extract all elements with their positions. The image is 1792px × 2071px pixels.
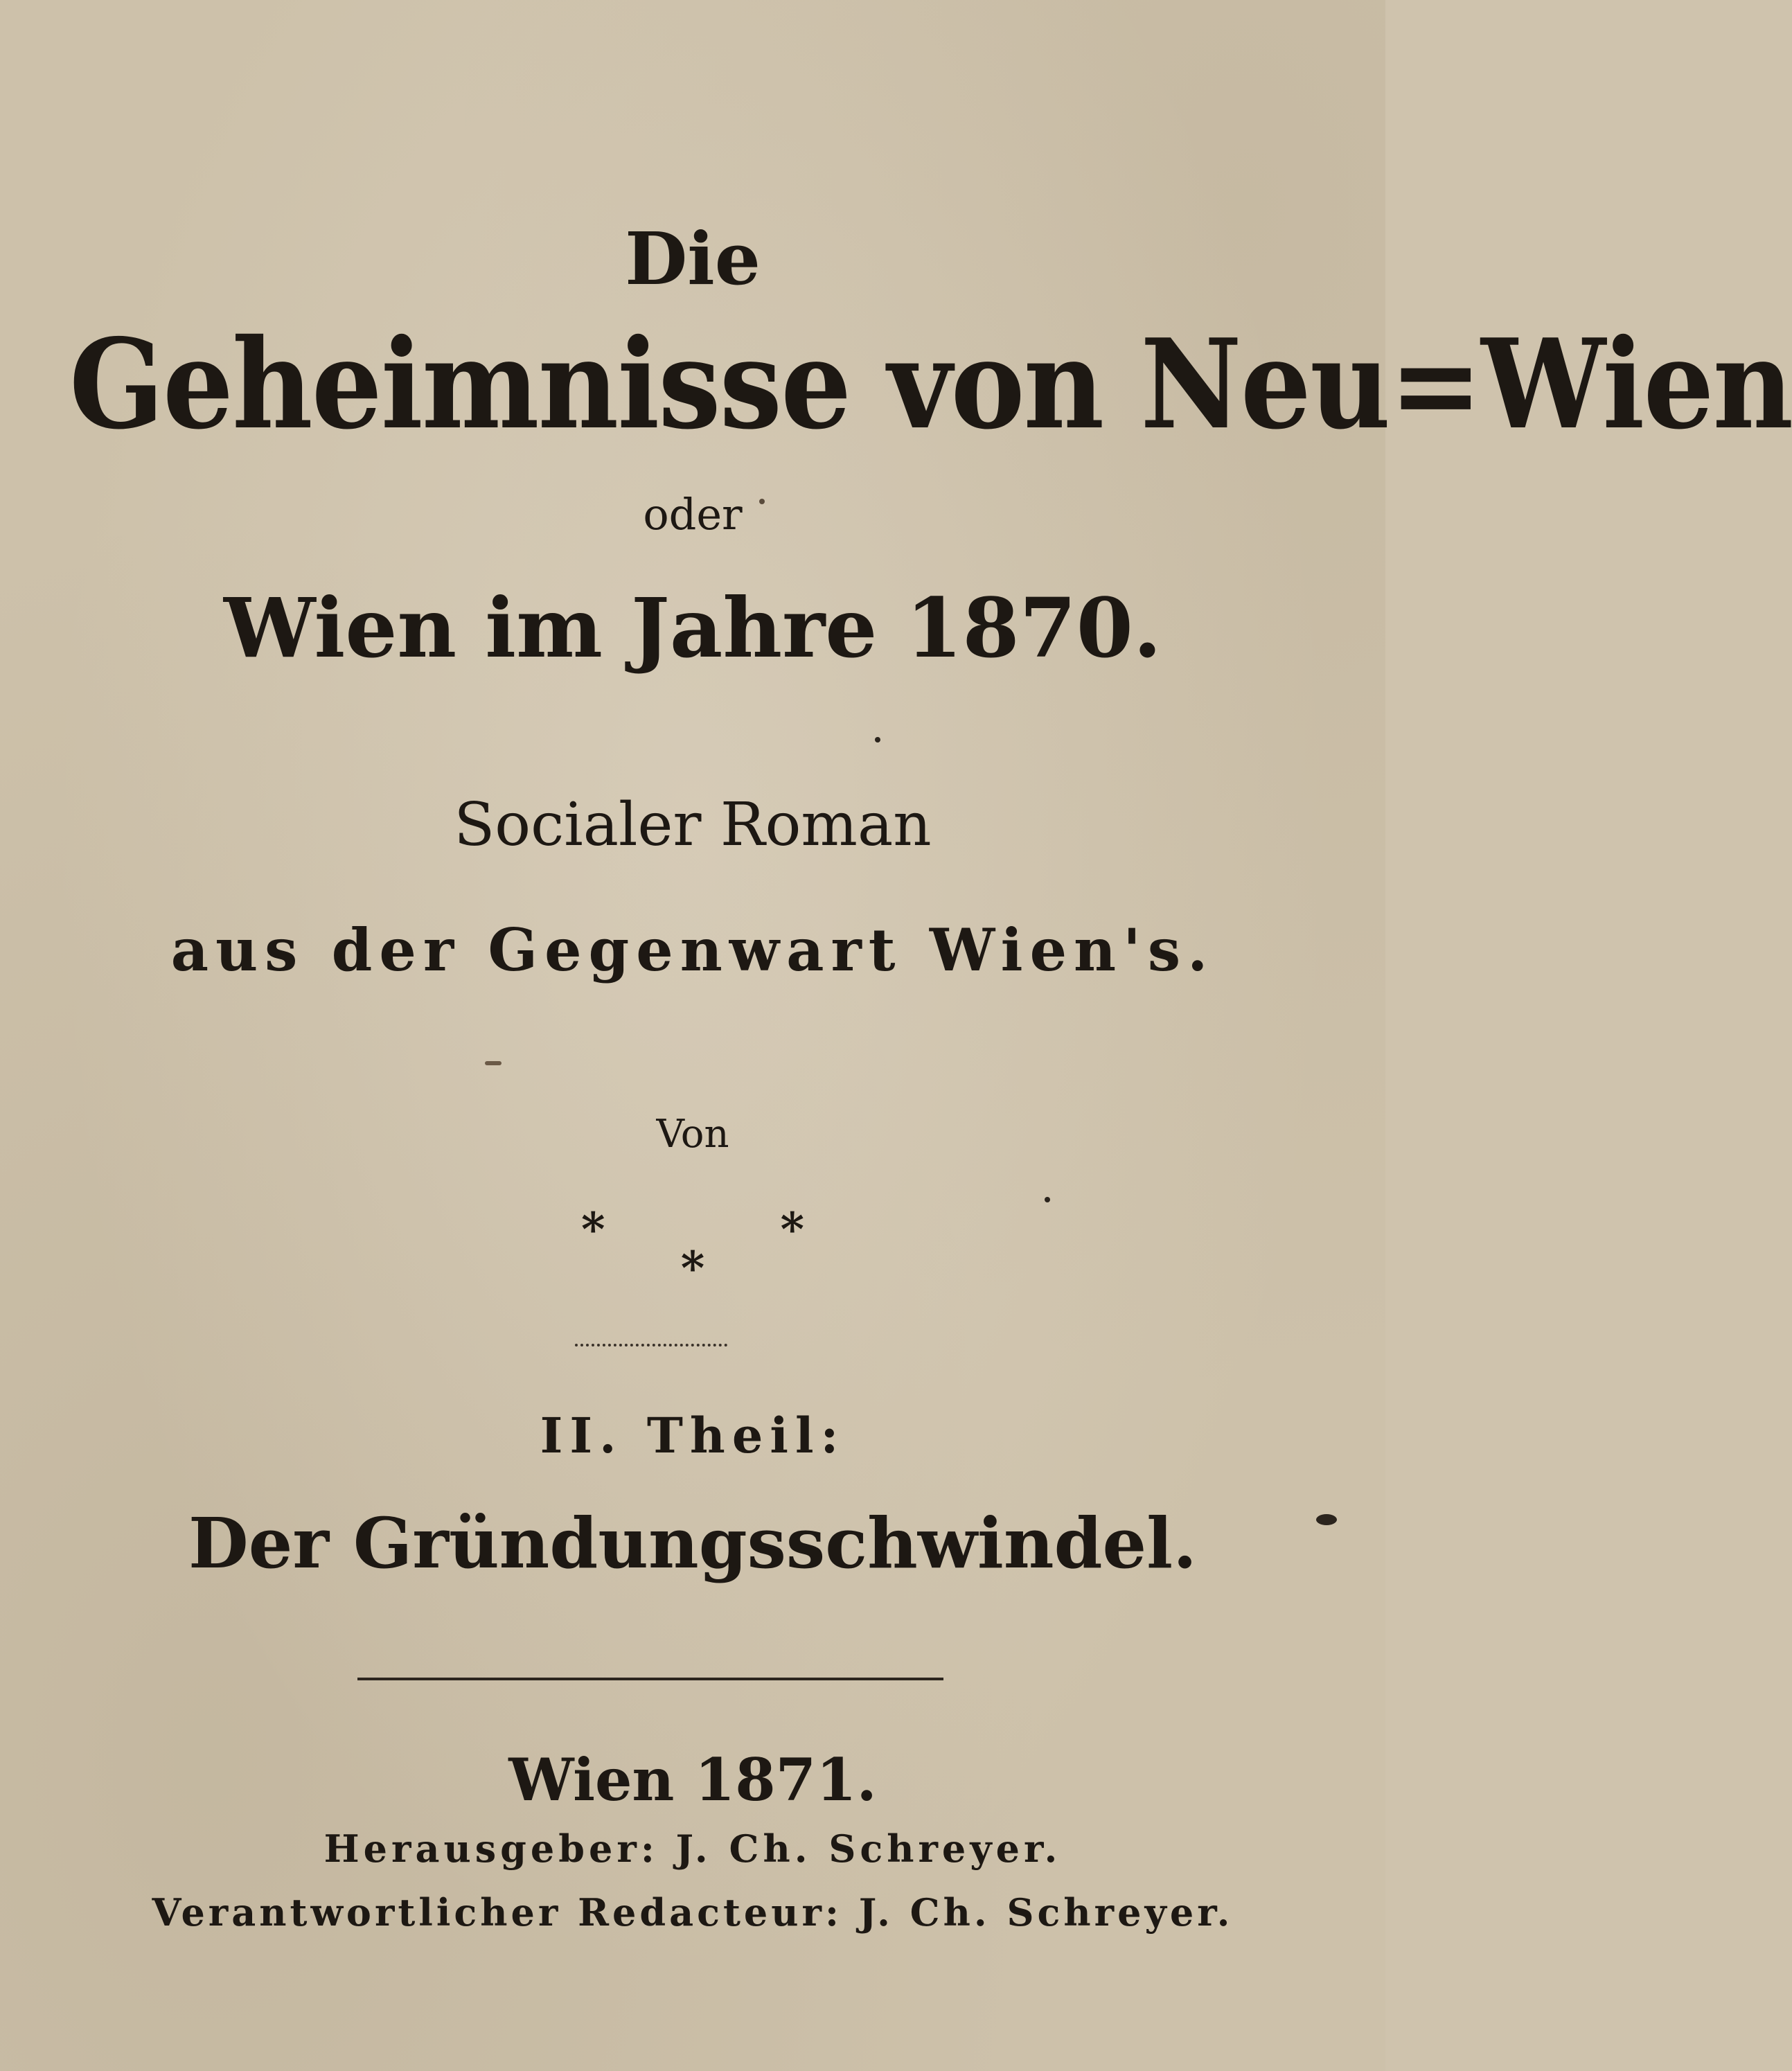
horizontal-rule bbox=[357, 1678, 943, 1680]
author-asterisk-bottom: * bbox=[680, 1241, 705, 1295]
dotted-separator bbox=[575, 1344, 727, 1346]
paper-spot bbox=[485, 1061, 502, 1065]
publisher-line: Herausgeber: J. Ch. Schreyer. bbox=[323, 1826, 1062, 1871]
part-label: II. Theil: bbox=[540, 1407, 846, 1464]
editor-line: Verantwortlicher Redacteur: J. Ch. Schreyer. bbox=[152, 1890, 1234, 1935]
main-title: Geheimnisse von Neu=Wien bbox=[69, 312, 1792, 456]
genre-subline: aus der Gegenwart Wien's. bbox=[170, 916, 1215, 984]
imprint-place-year: Wien 1871. bbox=[508, 1745, 877, 1814]
title-conjunction: oder bbox=[643, 489, 743, 540]
paper-spot bbox=[1316, 1514, 1337, 1525]
paper-spot bbox=[759, 499, 765, 504]
paper-spot bbox=[875, 737, 880, 743]
genre-line: Socialer Roman bbox=[454, 790, 932, 860]
title-article: Die bbox=[625, 216, 761, 301]
author-by-label: Von bbox=[656, 1112, 729, 1157]
part-title: Der Gründungsschwindel. bbox=[188, 1502, 1197, 1584]
paper-spot bbox=[1045, 1197, 1050, 1202]
author-asterisks-top: * * bbox=[580, 1202, 804, 1256]
alternate-title: Wien im Jahre 1870. bbox=[224, 580, 1162, 676]
